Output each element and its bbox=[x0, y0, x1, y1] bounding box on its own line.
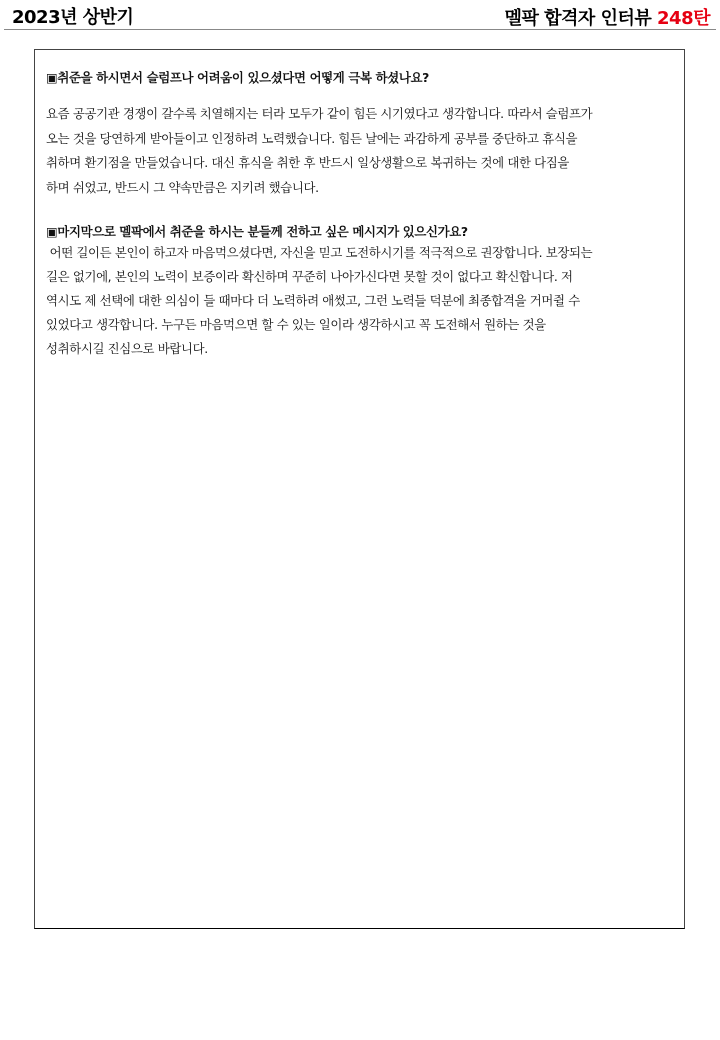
answer-1-line: 하며 쉬었고, 반드시 그 약속만큼은 지키려 했습니다. bbox=[46, 180, 319, 196]
question-1: ▣취준을 하시면서 슬럼프나 어려움이 있으셨다면 어떻게 극복 하셨나요? bbox=[46, 70, 429, 85]
answer-2-line: 길은 없기에, 본인의 노력이 보증이라 확신하며 꾸준히 나아가신다면 못할 것이 없다고 확신합니다. 저 bbox=[46, 268, 573, 284]
answer-2 bbox=[46, 241, 678, 361]
answer-2-line: 성취하시길 진심으로 바랍니다. bbox=[46, 340, 208, 356]
answer-2-line: 역시도 제 선택에 대한 의심이 들 때마다 더 노력하려 애썼고, 그런 노력들 덕분에 최종합격을 거머쥘 수 bbox=[46, 292, 580, 308]
answer-2-line: 어떤 길이든 본인이 하고자 마음먹으셨다면, 자신을 믿고 도전하시기를 적극적으로 권장합니다. 보장되는 bbox=[46, 244, 593, 260]
answer-1-line: 오는 것을 당연하게 받아들이고 인정하려 노력했습니다. 힘든 날에는 과감하게 공부를 중단하고 휴식을 bbox=[46, 130, 578, 146]
answer-1-line: 요즘 공공기관 경쟁이 갈수록 치열해지는 터라 모두가 같이 힘든 시기였다고 생각합니다. 따라서 슬럼프가 bbox=[46, 106, 593, 121]
period-label: 2023년 상반기 bbox=[12, 7, 134, 28]
question-2: ▣마지막으로 멜팍에서 취준을 하시는 분들께 전하고 싶은 메시지가 있으신가요? bbox=[46, 223, 468, 239]
interview-body bbox=[46, 68, 678, 361]
header-divider bbox=[4, 29, 716, 30]
episode-number: 248탄 bbox=[657, 8, 710, 29]
interview-title bbox=[505, 4, 710, 30]
interview-content-box bbox=[34, 49, 685, 929]
answer-2-line: 있었다고 생각합니다. 누구든 마음먹으면 할 수 있는 일이라 생각하시고 꼭 도전해서 원하는 것을 bbox=[46, 316, 546, 332]
answer-1-line: 취하며 환기점을 만들었습니다. 대신 휴식을 취한 후 반드시 일상생활으로 복귀하는 것에 대한 다짐을 bbox=[46, 155, 570, 171]
answer-1 bbox=[46, 102, 678, 201]
series-title: 멜팍 합격자 인터뷰 bbox=[504, 8, 652, 29]
